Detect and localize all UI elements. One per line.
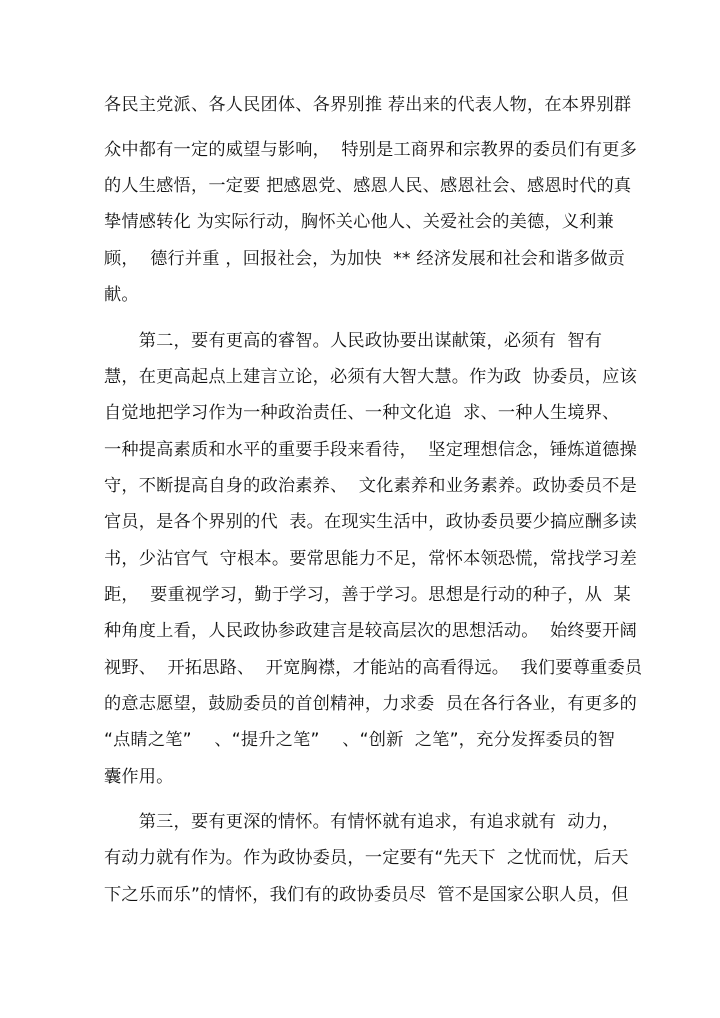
- text-line: 自觉地把学习作为一种政治责任、一种文化追 求、一种人生境界、: [104, 403, 620, 423]
- text-line: 种角度上看，人民政协参政建言是较高层次的思想活动。 始终要开阔: [104, 621, 637, 641]
- text-line: 囊作用。: [104, 767, 174, 787]
- text-line: 献。: [104, 285, 139, 305]
- text-line: 有动力就有作为。作为政协委员，一定要有“先天下 之忧而忧，后天: [104, 848, 629, 868]
- text-line: 距， 要重视学习，勤于学习，善于学习。思想是行动的种子，从 某: [104, 585, 631, 605]
- text-line: 顾， 德行并重 ，回报社会，为加快 ** 经济发展和社会和谐多做贡: [104, 249, 626, 269]
- text-line: 守，不断提高自身的政治素养、 文化素养和业务素养。政协委员不是: [104, 476, 637, 496]
- text-line: 的意志愿望，鼓励委员的首创精神，力求委 员在各行各业，有更多的: [104, 694, 637, 714]
- text-line: 第二，要有更高的睿智。人民政协要出谋献策，必须有 智有: [104, 331, 603, 351]
- text-line: 一种提高素质和水平的重要手段来看待， 坚定理想信念，锤炼道德操: [104, 440, 637, 460]
- text-line: “点睛之笔” 、“提升之笔” 、“创新 之笔”，充分发挥委员的智: [104, 730, 616, 750]
- text-line: 下之乐而乐”的情怀，我们有的政协委员尽 管不是国家公职人员，但: [104, 885, 629, 905]
- text-line: 书，少沾官气 守根本。要常思能力不足，常怀本领恐慌，常找学习差: [104, 549, 637, 569]
- text-line: 各民主党派、各人民团体、各界别推 荐出来的代表人物，在本界别群: [104, 95, 632, 115]
- text-line: 慧，在更高起点上建言立论，必须有大智大慧。作为政 协委员，应该: [104, 367, 637, 387]
- text-line: 视野、 开拓思路、 开宽胸襟，才能站的高看得远。 我们要尊重委员: [104, 658, 643, 678]
- text-line: 第三，要有更深的情怀。有情怀就有追求，有追求就有 动力，: [104, 812, 620, 832]
- text-line: 挚情感转化 为实际行动，胸怀关心他人、关爱社会的美德，义利兼: [104, 212, 614, 232]
- text-line: 的人生感悟，一定要 把感恩党、感恩人民、感恩社会、感恩时代的真: [104, 176, 632, 196]
- text-line: 官员，是各个界别的代 表。在现实生活中，政协委员要少搞应酬多读: [104, 512, 637, 532]
- text-line: 众中都有一定的威望与影响， 特别是工商界和宗教界的委员们有更多: [104, 140, 637, 160]
